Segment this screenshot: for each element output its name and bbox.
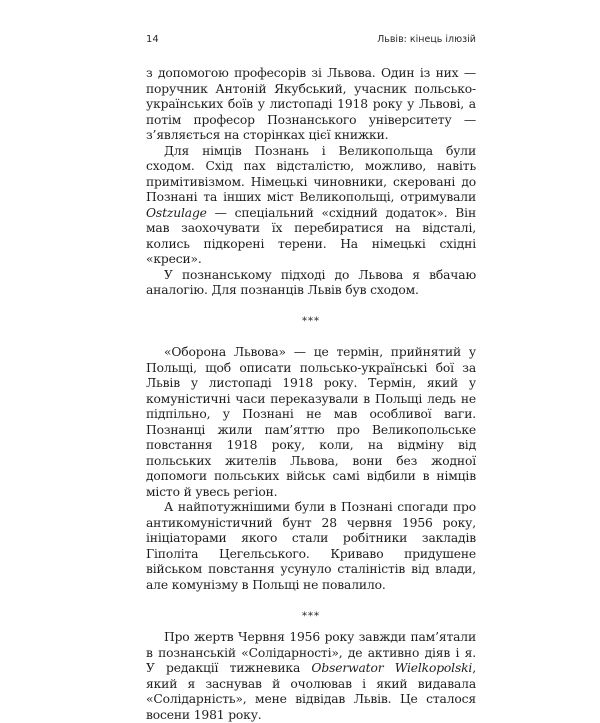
paragraph-solidarity xyxy=(146,630,476,723)
page-header xyxy=(146,34,476,50)
running-title: Львів: кінець ілюзій xyxy=(377,34,476,45)
paragraph-defense-of-lviv: «Оборона Львова» — це термін, прийнятий у Польщі, щоб описати польсько-українські бої за Львів у листопаді 1918 року. Термін, який у комуністичні часи переказували в Польщі ледь не підпільно, у Познані не мав особливої ваги. Познанці жили пам’яттю про Великопольське повстання 1918 року, коли, на відміну від польських жителів Львова, вони без жодної допомоги польських військ самі відбили в німців місто й увесь регіон. xyxy=(146,345,476,499)
body-text xyxy=(146,66,476,723)
magazine-title: Obserwator Wielkopolski xyxy=(311,661,473,675)
section-separator: *** xyxy=(302,610,320,622)
paragraph-solidarity-part2: , який я заснував й очолював і який видавала «Солідарність», мене відвідав Львів. Це сталося восени 1981 року. xyxy=(146,661,476,722)
page-number: 14 xyxy=(146,34,159,45)
paragraph-continued: з допомогою професорів зі Львова. Один із них — поручник Антоній Якубський, учасник польсько-українських боїв у листопаді 1918 року у Львові, а потім професор Познанського університету — з’являється на сторінках цієї книжки. xyxy=(146,66,476,142)
paragraph-east-part2: — спеціальний «східний додаток». Він мав заохочувати їх перебиратися на відсталі, колись підкорені терени. На німецькі східні «креси». xyxy=(146,205,476,266)
paragraph-east-part1: Для німців Познань і Великопольща були сходом. Схід пах відсталістю, можливо, навіть примітивізмом. Німецькі чиновники, скеровані до Познані та інших міст Великопольщі, отримували xyxy=(146,143,476,204)
paragraph-solidarity-part1: Про жертв Червня 1956 року завжди пам’ятали в познанській «Солідарності», де активно діяв і я. У редакції тижневика xyxy=(146,630,476,675)
section-separator: *** xyxy=(302,316,320,327)
paragraph-east xyxy=(146,144,476,268)
paragraph-analogy: У познанському підході до Львова я вбачаю аналогію. Для познанців Львів був сходом. xyxy=(146,267,476,297)
ostzulage-term: Ostzulage xyxy=(146,205,207,220)
paragraph-1956-revolt: А найпотужнішими були в Познані спогади про антикомуністичний бунт 28 червня 1956 року, ініціаторами якого стали робітники закладів Гіполіта Цегельського. Криваво придушене військом повстання усунуло сталіністів від влади, але комунізму в Польщі не повалило. xyxy=(146,500,476,592)
